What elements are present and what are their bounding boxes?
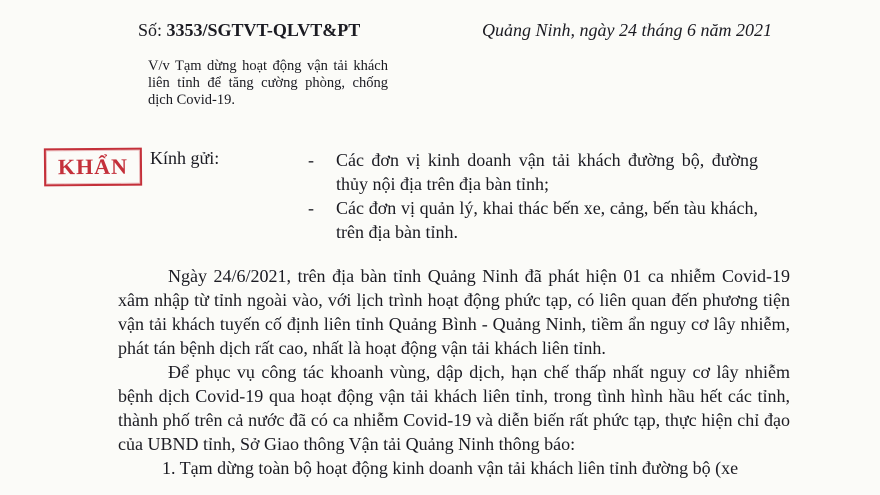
recipient-list [308, 148, 758, 244]
recipient-item [308, 148, 758, 196]
document-number-value: 3353/SGTVT-QLVT&PT [166, 20, 361, 40]
address-label: Kính gửi: [150, 148, 220, 168]
bullet-dash: - [308, 150, 314, 170]
body-paragraph: Để phục vụ công tác khoanh vùng, dập dịch, hạn chế thấp nhất nguy cơ lây nhiễm bệnh dịch Covid-19 qua hoạt động vận tải khách liên tỉnh, trong tình hình hầu hết các tỉnh, thành phố trên cả nước đã có ca nhiễm Covid-19 và diễn biến rất phức tạp, thực hiện chỉ đạo của UBND tỉnh, Sở Giao thông Vận tải Quảng Ninh thông báo: [118, 362, 790, 454]
urgent-stamp: KHẨN [44, 148, 142, 187]
recipient-item [308, 196, 758, 244]
document-number [138, 20, 360, 41]
bullet-dash: - [308, 198, 314, 218]
document-number-prefix: Số: [138, 20, 163, 40]
recipient-text: Các đơn vị quản lý, khai thác bến xe, cảng, bến tàu khách, trên địa bàn tỉnh. [336, 198, 758, 242]
document-body [118, 264, 790, 480]
numbered-item: 1. Tạm dừng toàn bộ hoạt động kinh doanh vận tải khách liên tỉnh đường bộ (xe [162, 458, 739, 478]
place-and-date: Quảng Ninh, ngày 24 tháng 6 năm 2021 [482, 20, 772, 40]
document-subject: V/v Tạm dừng hoạt động vận tải khách liên tỉnh để tăng cường phòng, chống dịch Covid-19. [148, 58, 388, 108]
recipient-text: Các đơn vị kinh doanh vận tải khách đường bộ, đường thủy nội địa trên địa bàn tỉnh; [336, 150, 758, 194]
body-paragraph: Ngày 24/6/2021, trên địa bàn tỉnh Quảng Ninh đã phát hiện 01 ca nhiễm Covid-19 xâm nhập từ tỉnh ngoài vào, với lịch trình hoạt động phức tạp, có liên quan đến phương tiện vận tải khách tuyến cố định liên tỉnh Quảng Bình - Quảng Ninh, tiềm ẩn nguy cơ lây nhiễm, phát tán bệnh dịch rất cao, nhất là hoạt động vận tải khách liên tỉnh. [118, 266, 790, 358]
